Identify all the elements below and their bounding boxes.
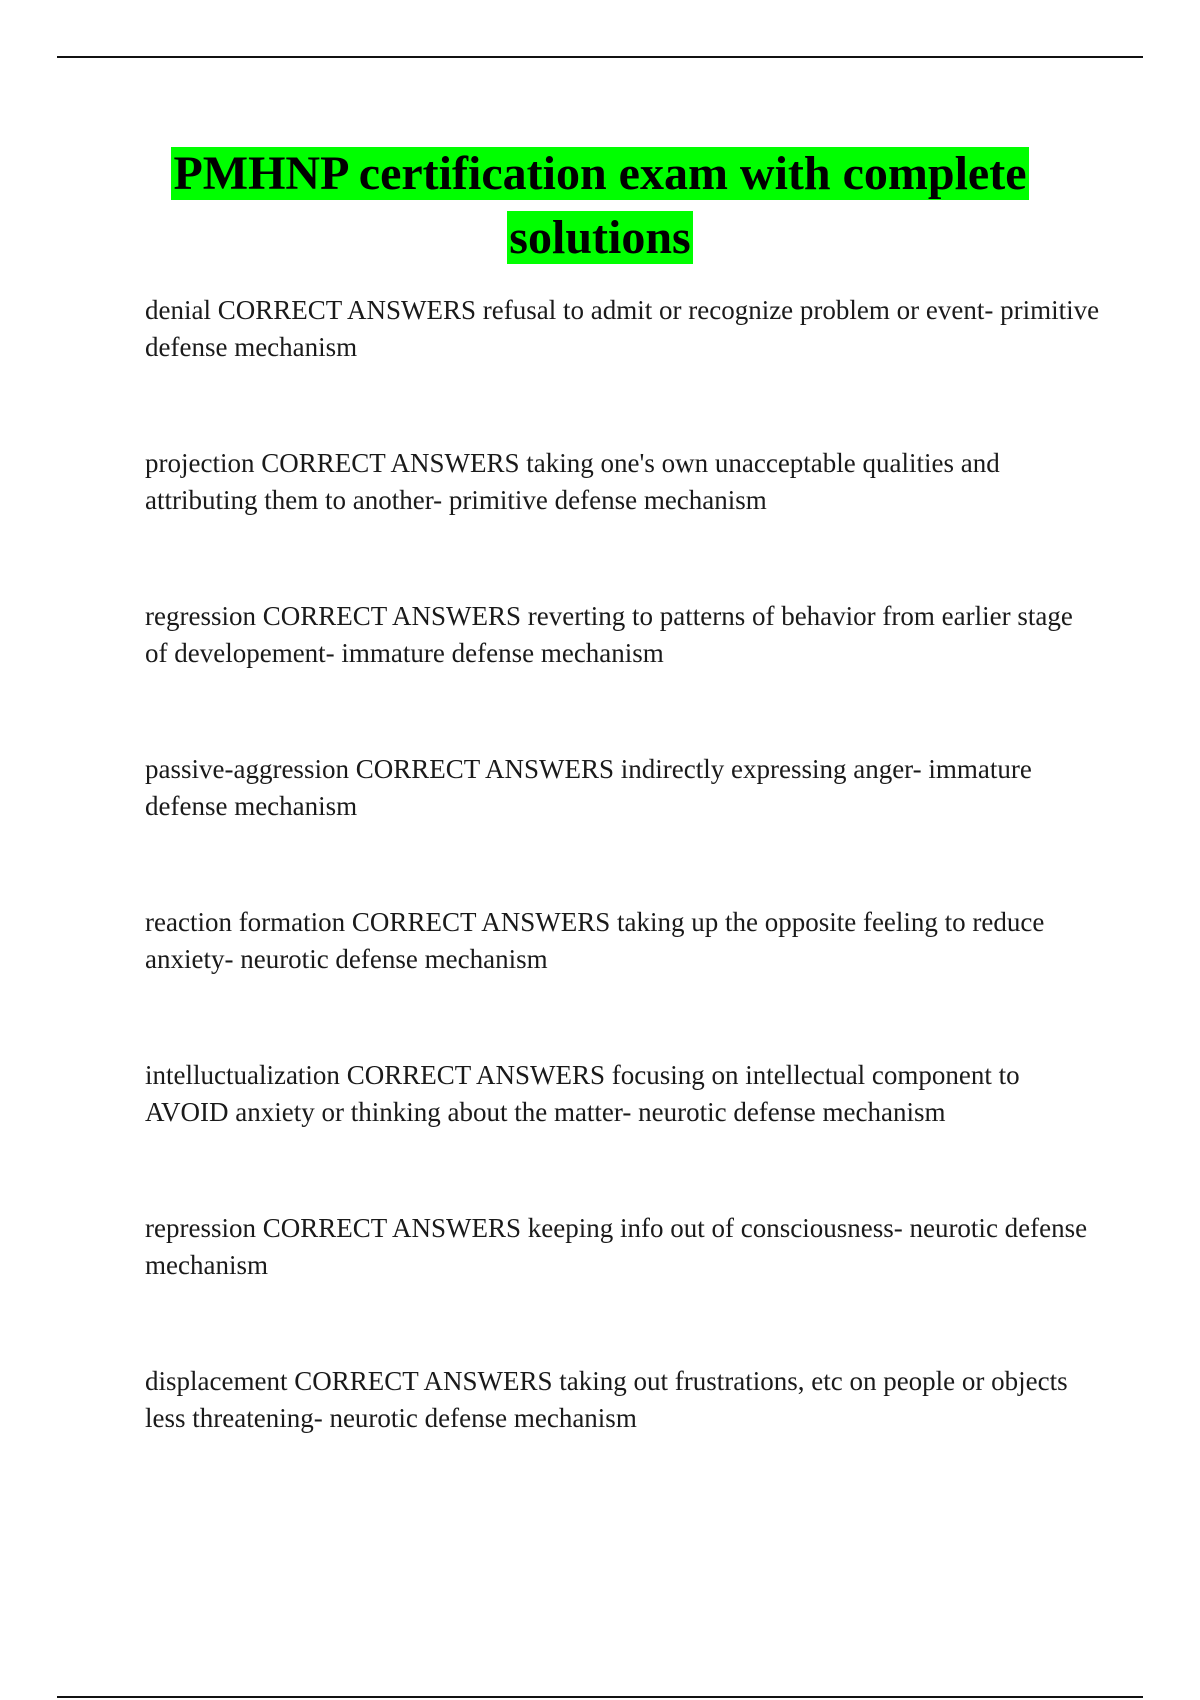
qa-term: regression xyxy=(145,601,256,631)
qa-marker: CORRECT ANSWERS xyxy=(262,601,522,631)
qa-term: intelluctualization xyxy=(145,1060,340,1090)
qa-answer: reverting to patterns of behavior from earlier stage of developement- immature defense mechanism xyxy=(145,601,1073,668)
qa-list xyxy=(145,292,1100,1516)
bottom-rule xyxy=(57,1696,1143,1698)
qa-marker: CORRECT ANSWERS xyxy=(262,1213,522,1243)
qa-answer: taking up the opposite feeling to reduce anxiety- neurotic defense mechanism xyxy=(145,907,1045,974)
qa-item-denial xyxy=(145,292,1100,445)
qa-answer: refusal to admit or recognize problem or event- primitive defense mechanism xyxy=(145,295,1100,362)
top-rule xyxy=(57,56,1143,58)
title-line-2: solutions xyxy=(509,211,691,264)
qa-term: projection xyxy=(145,448,255,478)
qa-item-projection xyxy=(145,445,1100,598)
qa-answer: taking out frustrations, etc on people or objects less threatening- neurotic defense mechanism xyxy=(145,1366,1068,1433)
qa-term: denial xyxy=(145,295,211,325)
qa-term: displacement xyxy=(145,1366,288,1396)
qa-term: passive-aggression xyxy=(145,754,349,784)
qa-marker: CORRECT ANSWERS xyxy=(355,754,615,784)
qa-marker: CORRECT ANSWERS xyxy=(346,1060,605,1090)
qa-item-repression xyxy=(145,1210,1100,1363)
qa-answer: indirectly expressing anger- immature defense mechanism xyxy=(145,754,1032,821)
qa-item-passive-aggression xyxy=(145,751,1100,904)
qa-item-displacement xyxy=(145,1363,1100,1516)
qa-term: repression xyxy=(145,1213,256,1243)
document-title xyxy=(0,142,1200,270)
title-line-1: PMHNP certification exam with complete xyxy=(173,147,1027,200)
qa-answer: focusing on intellectual component to AVOID anxiety or thinking about the matter- neurotic defense mechanism xyxy=(145,1060,1020,1127)
qa-item-intellectualization xyxy=(145,1057,1100,1210)
qa-marker: CORRECT ANSWERS xyxy=(294,1366,553,1396)
qa-answer: taking one's own unacceptable qualities and attributing them to another- primitive defense mechanism xyxy=(145,448,1000,515)
qa-marker: CORRECT ANSWERS xyxy=(261,448,520,478)
qa-term: reaction formation xyxy=(145,907,346,937)
qa-marker: CORRECT ANSWERS xyxy=(217,295,477,325)
qa-item-reaction-formation xyxy=(145,904,1100,1057)
qa-item-regression xyxy=(145,598,1100,751)
qa-answer: keeping info out of consciousness- neurotic defense mechanism xyxy=(145,1213,1088,1280)
qa-marker: CORRECT ANSWERS xyxy=(351,907,611,937)
